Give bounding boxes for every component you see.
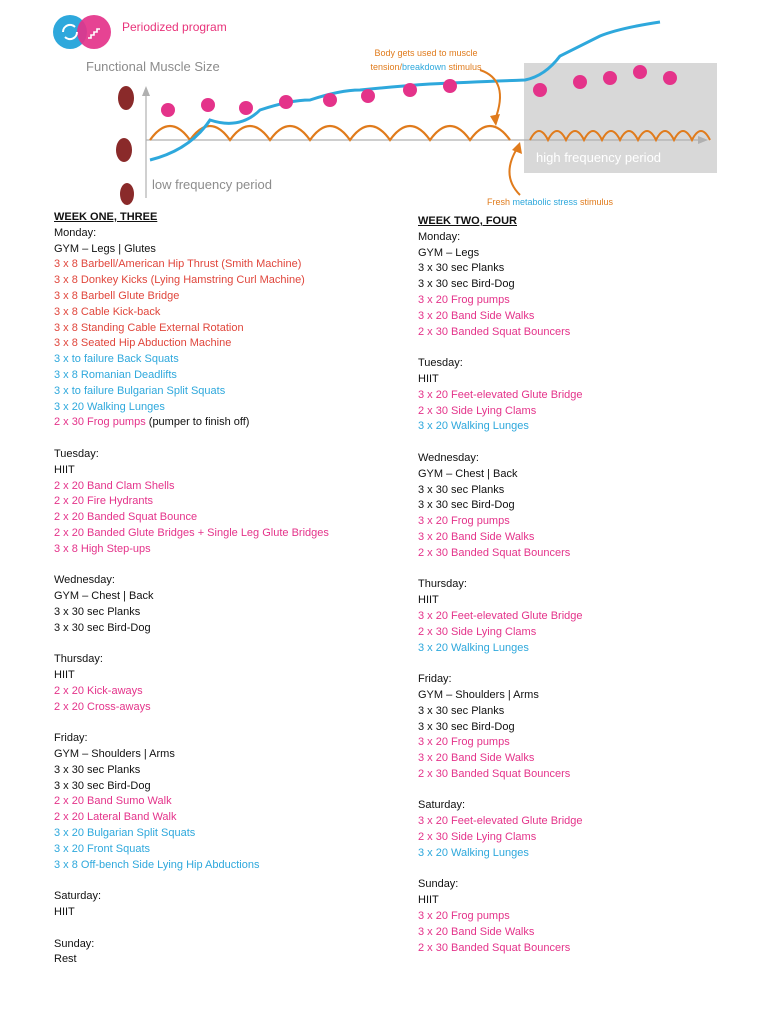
exercise-line	[54, 257, 329, 273]
exercise-text: 2 x 20 Banded Glute Bridges + Single Leg Glute Bridges	[54, 526, 329, 539]
exercise-line	[54, 700, 329, 716]
exercise-text: 2 x 30 Banded Squat Bouncers	[418, 767, 571, 780]
exercise-text: 3 x 20 Walking Lunges	[418, 420, 529, 433]
day-spacer	[54, 431, 329, 447]
week-one-title: WEEK ONE, THREE	[54, 211, 158, 223]
day-block	[418, 562, 582, 657]
exercise-line	[54, 605, 329, 621]
exercise-line	[54, 510, 329, 526]
exercise-text: HIIT	[418, 372, 439, 385]
exercise-line	[54, 621, 329, 637]
exercise-line	[54, 273, 329, 289]
exercise-text: 3 x 20 Band Side Walks	[418, 530, 535, 543]
exercise-line	[418, 388, 582, 404]
exercise-line	[54, 526, 329, 542]
exercise-text: 3 x 20 Band Side Walks	[418, 752, 535, 765]
day-block	[54, 637, 329, 716]
exercise-text: 3 x 20 Band Side Walks	[418, 309, 535, 322]
logo-title: Periodized program	[122, 20, 227, 34]
exercise-text: HIIT	[54, 463, 75, 476]
day-block	[54, 716, 329, 874]
exercise-line	[418, 246, 582, 262]
exercise-text: GYM – Legs	[418, 246, 480, 259]
exercise-text: 3 x 8 Off-bench Side Lying Hip Abductions	[54, 858, 260, 871]
exercise-note: (pumper to finish off)	[145, 416, 250, 429]
annotation-top-line1: Body gets used to muscle	[374, 48, 478, 58]
exercise-line	[418, 735, 582, 751]
exercise-text: 3 x 8 Barbell/American Hip Thrust (Smith Machine)	[54, 258, 302, 271]
exercise-line	[418, 925, 582, 941]
exercise-text: 3 x 30 sec Planks	[418, 704, 505, 717]
exercise-line	[54, 542, 329, 558]
exercise-line	[418, 941, 582, 957]
exercise-text: HIIT	[418, 594, 439, 607]
day-block	[418, 230, 582, 341]
day-block	[418, 783, 582, 862]
day-name: Tuesday:	[418, 357, 463, 370]
low-frequency-label: low frequency period	[152, 177, 272, 192]
day-spacer	[418, 340, 582, 356]
exercise-line	[54, 842, 329, 858]
annotation-tension-text: tension/	[370, 62, 402, 72]
week-one-column	[54, 210, 329, 968]
exercise-line	[54, 384, 329, 400]
exercise-line	[418, 293, 582, 309]
exercise-text: 3 x 8 Standing Cable External Rotation	[54, 321, 244, 334]
exercise-line	[418, 909, 582, 925]
exercise-line	[418, 530, 582, 546]
exercise-text: 3 x 8 High Step-ups	[54, 542, 151, 555]
exercise-text: 3 x 20 Frog pumps	[418, 293, 510, 306]
annotation-metabolic-text: metabolic stress	[512, 197, 578, 207]
day-spacer	[418, 656, 582, 672]
exercise-text: GYM – Shoulders | Arms	[418, 688, 539, 701]
exercise-line	[54, 684, 329, 700]
day-name: Sunday:	[418, 878, 459, 891]
exercise-text: 2 x 30 Banded Squat Bouncers	[418, 941, 571, 954]
exercise-text: 2 x 30 Side Lying Clams	[418, 625, 537, 638]
exercise-text: 3 x 20 Walking Lunges	[418, 641, 529, 654]
exercise-line	[54, 305, 329, 321]
day-name: Friday:	[418, 673, 452, 686]
exercise-text: 3 x 8 Cable Kick-back	[54, 305, 161, 318]
day-block	[54, 558, 329, 637]
exercise-text: 2 x 30 Banded Squat Bouncers	[418, 546, 571, 559]
exercise-line	[418, 625, 582, 641]
day-name: Friday:	[54, 732, 88, 745]
annotation-breakdown-text: breakdown	[401, 62, 447, 72]
day-name: Thursday:	[54, 653, 103, 666]
day-block	[54, 873, 329, 920]
exercise-text: 3 x 30 sec Planks	[54, 605, 141, 618]
chart-title: Functional Muscle Size	[86, 59, 220, 74]
week-two-title: WEEK TWO, FOUR	[418, 215, 517, 227]
exercise-line	[418, 467, 582, 483]
exercise-line	[54, 352, 329, 368]
day-block	[418, 340, 582, 435]
exercise-text: 2 x 30 Side Lying Clams	[418, 831, 537, 844]
day-spacer	[54, 637, 329, 653]
day-block	[54, 431, 329, 557]
exercise-line	[418, 419, 582, 435]
exercise-text: 3 x 20 Walking Lunges	[418, 846, 529, 859]
exercise-text: GYM – Shoulders | Arms	[54, 748, 175, 761]
day-name: Monday:	[54, 226, 97, 239]
exercise-line	[54, 415, 329, 431]
exercise-text: 3 x 30 sec Bird-Dog	[418, 499, 515, 512]
exercise-line	[418, 720, 582, 736]
day-block	[418, 435, 582, 561]
exercise-line	[418, 483, 582, 499]
exercise-line	[418, 309, 582, 325]
exercise-line	[418, 546, 582, 562]
annotation-fresh-text: Fresh	[486, 197, 513, 207]
exercise-line	[54, 952, 329, 968]
exercise-line	[418, 767, 582, 783]
exercise-text: GYM – Legs | Glutes	[54, 242, 156, 255]
exercise-text: 3 x to failure Bulgarian Split Squats	[54, 384, 226, 397]
day-name: Wednesday:	[418, 451, 479, 464]
exercise-line	[54, 905, 329, 921]
exercise-line	[54, 242, 329, 258]
exercise-text: GYM – Chest | Back	[418, 467, 518, 480]
exercise-line	[54, 463, 329, 479]
exercise-line	[54, 589, 329, 605]
exercise-line	[418, 498, 582, 514]
annotation-top	[356, 46, 496, 74]
exercise-text: HIIT	[418, 894, 439, 907]
day-name: Saturday:	[54, 890, 102, 903]
exercise-text: 3 x 20 Band Side Walks	[418, 925, 535, 938]
exercise-line	[54, 794, 329, 810]
exercise-line	[418, 514, 582, 530]
day-spacer	[54, 873, 329, 889]
exercise-text: 3 x 20 Bulgarian Split Squats	[54, 827, 196, 840]
exercise-text: 3 x 30 sec Bird-Dog	[54, 621, 151, 634]
exercise-text: 2 x 20 Kick-aways	[54, 684, 143, 697]
exercise-text: 3 x 20 Frog pumps	[418, 910, 510, 923]
exercise-text: 3 x 30 sec Bird-Dog	[418, 720, 515, 733]
exercise-text: 3 x 30 sec Planks	[418, 262, 505, 275]
annotation-stimulus2-text: stimulus	[577, 197, 614, 207]
exercise-text: 3 x 8 Romanian Deadlifts	[54, 368, 177, 381]
exercise-line	[54, 747, 329, 763]
exercise-text: 3 x 30 sec Bird-Dog	[418, 278, 515, 291]
exercise-line	[54, 763, 329, 779]
day-block	[54, 226, 329, 431]
exercise-line	[54, 321, 329, 337]
high-frequency-label: high frequency period	[536, 150, 662, 165]
exercise-line	[418, 830, 582, 846]
exercise-line	[418, 704, 582, 720]
header-infographic	[0, 0, 768, 210]
exercise-text: 3 x 30 sec Planks	[418, 483, 505, 496]
day-name: Sunday:	[54, 937, 95, 950]
exercise-text: 2 x 20 Lateral Band Walk	[54, 811, 177, 824]
annotation-top-line2	[356, 60, 496, 74]
exercise-line	[418, 641, 582, 657]
day-spacer	[54, 558, 329, 574]
day-block	[418, 656, 582, 782]
exercise-text: GYM – Chest | Back	[54, 590, 154, 603]
exercise-line	[54, 368, 329, 384]
exercise-text: 2 x 20 Band Sumo Walk	[54, 795, 172, 808]
day-name: Thursday:	[418, 578, 467, 591]
week-two-days	[418, 230, 582, 957]
periodization-diagram	[0, 0, 768, 210]
exercise-line	[54, 336, 329, 352]
exercise-text: 2 x 30 Frog pumps	[54, 416, 146, 429]
exercise-line	[418, 372, 582, 388]
exercise-line	[418, 593, 582, 609]
exercise-text: 3 x 20 Feet-elevated Glute Bridge	[418, 815, 583, 828]
exercise-line	[54, 494, 329, 510]
week-two-column	[418, 214, 582, 956]
day-name: Wednesday:	[54, 574, 115, 587]
exercise-text: 2 x 20 Band Clam Shells	[54, 479, 175, 492]
exercise-text: 3 x 30 sec Planks	[54, 763, 141, 776]
exercise-text: 3 x 20 Feet-elevated Glute Bridge	[418, 388, 583, 401]
exercise-text: 3 x 20 Frog pumps	[418, 736, 510, 749]
exercise-text: HIIT	[54, 906, 75, 919]
exercise-text: 3 x 8 Seated Hip Abduction Machine	[54, 337, 232, 350]
exercise-line	[54, 668, 329, 684]
exercise-line	[418, 404, 582, 420]
exercise-line	[418, 261, 582, 277]
exercise-line	[54, 289, 329, 305]
annotation-bottom	[470, 195, 630, 209]
exercise-line	[54, 858, 329, 874]
exercise-line	[54, 810, 329, 826]
exercise-line	[54, 826, 329, 842]
exercise-text: 2 x 20 Banded Squat Bounce	[54, 511, 198, 524]
day-spacer	[418, 562, 582, 578]
exercise-text: 3 x 20 Feet-elevated Glute Bridge	[418, 609, 583, 622]
day-spacer	[54, 716, 329, 732]
exercise-line	[418, 688, 582, 704]
exercise-line	[54, 400, 329, 416]
exercise-line	[418, 751, 582, 767]
week-one-days	[54, 226, 329, 968]
exercise-text: 3 x 20 Frog pumps	[418, 515, 510, 528]
exercise-text: HIIT	[54, 669, 75, 682]
exercise-text: 2 x 20 Cross-aways	[54, 700, 151, 713]
exercise-text: 3 x 8 Barbell Glute Bridge	[54, 289, 180, 302]
day-block	[54, 921, 329, 968]
body-silhouette-icon	[116, 86, 134, 205]
exercise-line	[418, 893, 582, 909]
exercise-line	[418, 814, 582, 830]
day-block	[418, 862, 582, 957]
day-name: Monday:	[418, 230, 461, 243]
exercise-line	[418, 277, 582, 293]
exercise-text: 2 x 30 Banded Squat Bouncers	[418, 325, 571, 338]
day-name: Tuesday:	[54, 447, 99, 460]
exercise-text: 3 x 8 Donkey Kicks (Lying Hamstring Curl Machine)	[54, 274, 305, 287]
day-spacer	[418, 435, 582, 451]
exercise-text: 3 x to failure Back Squats	[54, 353, 179, 366]
day-spacer	[418, 862, 582, 878]
exercise-text: 3 x 20 Walking Lunges	[54, 400, 165, 413]
exercise-text: 2 x 30 Side Lying Clams	[418, 404, 537, 417]
exercise-line	[418, 325, 582, 341]
exercise-text: 3 x 30 sec Bird-Dog	[54, 779, 151, 792]
exercise-text: 2 x 20 Fire Hydrants	[54, 495, 154, 508]
exercise-text: Rest	[54, 953, 77, 966]
exercise-line	[418, 609, 582, 625]
annotation-stimulus-text: stimulus	[446, 62, 482, 72]
exercise-text: 3 x 20 Front Squats	[54, 842, 150, 855]
exercise-line	[54, 779, 329, 795]
exercise-line	[418, 846, 582, 862]
day-spacer	[54, 921, 329, 937]
exercise-line	[54, 479, 329, 495]
day-spacer	[418, 783, 582, 799]
day-name: Saturday:	[418, 799, 466, 812]
